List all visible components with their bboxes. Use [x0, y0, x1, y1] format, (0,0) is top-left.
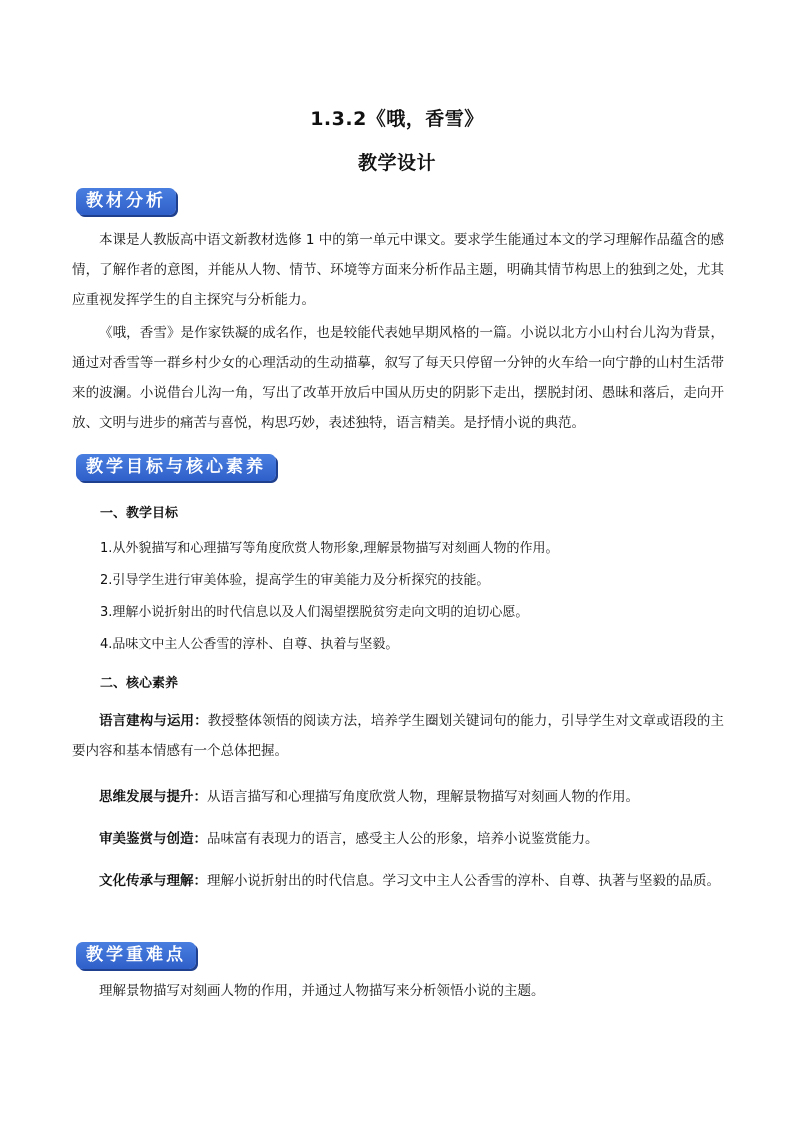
core-text: 品味富有表现力的语言，感受主人公的形象，培养小说鉴赏能力。 — [207, 831, 599, 847]
core-label: 思维发展与提升： — [99, 789, 207, 805]
goals-heading: 一、教学目标 — [100, 506, 179, 521]
goal-item-2: 2.引导学生进行审美体验，提高学生的审美能力及分析探究的技能。 — [100, 573, 490, 588]
document-subtitle: 教学设计 — [357, 152, 436, 174]
section-tag-material: 教材分析 — [76, 188, 176, 215]
core-item-culture — [72, 866, 724, 896]
core-label: 语言建构与运用： — [99, 713, 208, 729]
section-tag-keypoints: 教学重难点 — [76, 942, 196, 969]
document-title: 1.3.2《哦，香雪》 — [310, 108, 484, 130]
core-item-language — [72, 706, 724, 766]
material-paragraph-1: 本课是人教版高中语文新教材选修 1 中的第一单元中课文。要求学生能通过本文的学习理解作品蕴含的感情，了解作者的意图，并能从人物、情节、环境等方面来分析作品主题，明确其情节构思上的独到之处，尤其应重视发挥学生的自主探究与分析能力。 — [72, 232, 724, 308]
core-item-aesthetic — [72, 824, 724, 854]
core-text: 教授整体领悟的阅读方法，培养学生圈划关键词句的能力，引导学生对文章或语段的主要内容和基本情感有一个总体把握。 — [72, 713, 725, 759]
goal-item-3: 3.理解小说折射出的时代信息以及人们渴望摆脱贫穷走向文明的迫切心愿。 — [100, 605, 529, 620]
goal-item-4: 4.品味文中主人公香雪的淳朴、自尊、执着与坚毅。 — [100, 637, 399, 652]
section-tag-goals: 教学目标与核心素养 — [76, 454, 276, 481]
core-label: 文化传承与理解： — [99, 873, 207, 889]
core-heading: 二、核心素养 — [100, 676, 179, 691]
core-text: 理解小说折射出的时代信息。学习文中主人公香雪的淳朴、自尊、执著与坚毅的品质。 — [207, 873, 720, 889]
goal-item-1: 1.从外貌描写和心理描写等角度欣赏人物形象,理解景物描写对刻画人物的作用。 — [100, 541, 559, 556]
material-paragraph-2: 《哦，香雪》是作家铁凝的成名作，也是较能代表她早期风格的一篇。小说以北方小山村台儿沟为背景，通过对香雪等一群乡村少女的心理活动的生动描摹，叙写了每天只停留一分钟的火车给一向宁静的山村生活带来的波澜。小说借台儿沟一角，写出了改革开放后中国从历史的阴影下走出，摆脱封闭、愚昧和落后，走向开放、文明与进步的痛苦与喜悦，构思巧妙，表述独特，语言精美。是抒情小说的典范。 — [72, 325, 724, 431]
core-item-thinking — [72, 782, 724, 812]
core-text: 从语言描写和心理描写角度欣赏人物，理解景物描写对刻画人物的作用。 — [207, 789, 639, 805]
core-label: 审美鉴赏与创造： — [99, 831, 207, 847]
keypoints-paragraph: 理解景物描写对刻画人物的作用，并通过人物描写来分析领悟小说的主题。 — [99, 983, 545, 999]
